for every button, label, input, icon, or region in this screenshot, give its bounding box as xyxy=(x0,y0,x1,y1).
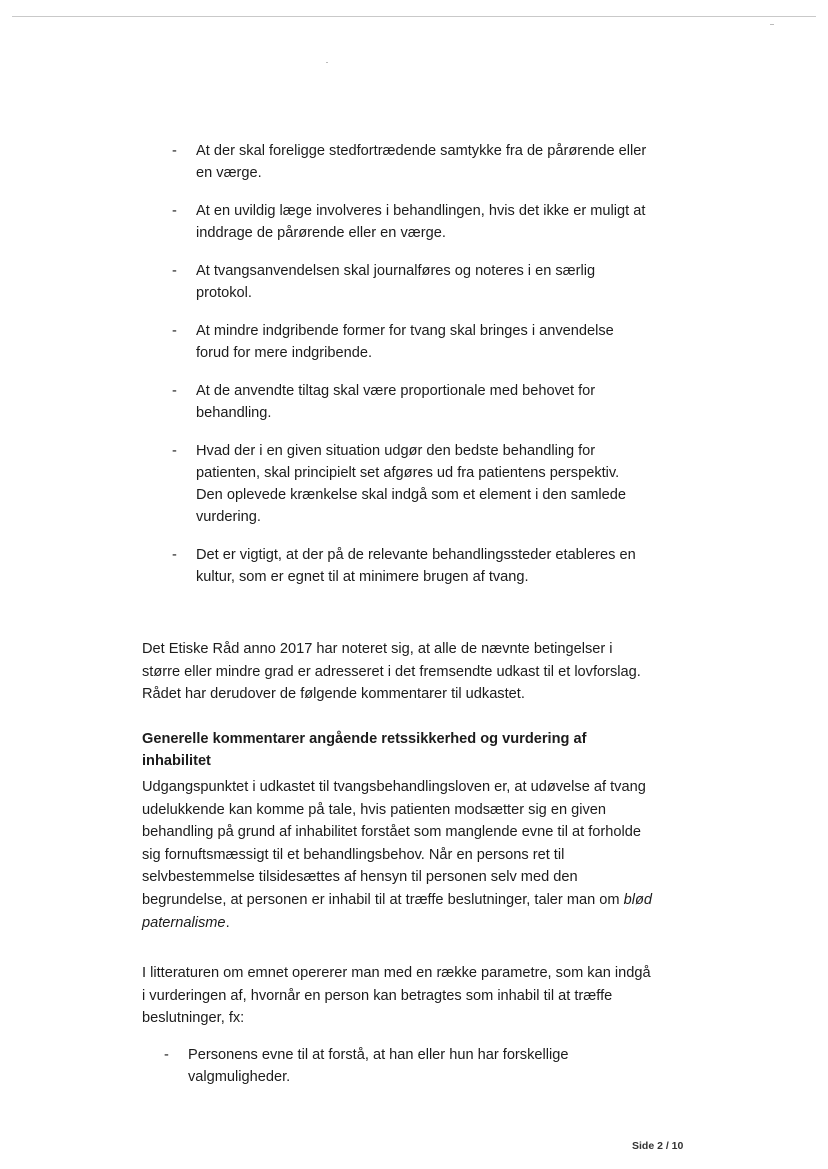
section-heading: Generelle kommentarer angående retssikkerhed og vurdering af inhabilitet xyxy=(142,731,587,769)
conditions-list xyxy=(168,140,648,604)
list-item: - At en uvildig læge involveres i behandlingen, hvis det ikke er muligt at inddrage de pårørende eller en værge. xyxy=(172,203,646,241)
scan-speck xyxy=(770,24,774,25)
list-item: - At mindre indgribende former for tvang skal bringes i anvendelse forud for mere indgribende. xyxy=(172,323,614,361)
list-item: - At der skal foreligge stedfortrædende samtykke fra de pårørende eller en værge. xyxy=(172,143,647,181)
list-item: - At tvangsanvendelsen skal journalføres og noteres i en særlig protokol. xyxy=(172,263,596,301)
paragraph: I litteraturen om emnet opererer man med en række parametre, som kan indgå i vurderingen af, hvornår en person kan betragtes som inhabil til at træffe beslutninger, fx: xyxy=(142,965,651,1027)
list-item: - At de anvendte tiltag skal være proportionale med behovet for behandling. xyxy=(172,383,596,421)
paragraph: Udgangspunktet i udkastet til tvangsbehandlingsloven er, at udøvelse af tvang udelukkende kan komme på tale, hvis patienten modsætter sig en given behandling på grund af inhabilitet forstået som manglende evne til at forholde sig fornuftsmæssigt til et behandlingsbehov. Når en persons ret til selvbestemmelse tilsidesættes af hensyn til personen selv med den begrundelse, at personen er inhabil til at træffe beslutninger, taler man om blød paternalisme. xyxy=(142,779,653,931)
page-number: Side 2 / 10 xyxy=(632,1140,684,1152)
list-item: - Hvad der i en given situation udgør den bedste behandling for patienten, skal principielt set afgøres ud fra patientens perspektiv. Den oplevede krænkelse skal indgå som et element i den samlede vurdering. xyxy=(172,443,626,525)
emphasis-term: blød paternalisme xyxy=(142,891,653,931)
list-item: - Personens evne til at forstå, at han eller hun har forskellige valgmuligheder. xyxy=(164,1047,569,1085)
paragraph: Det Etiske Råd anno 2017 har noteret sig, at alle de nævnte betingelser i større eller mindre grad er adresseret i det fremsendte udkast til et lovforslag. Rådet har derudover de følgende kommentarer til udkastet. xyxy=(142,641,641,703)
scan-speck xyxy=(326,62,328,63)
list-item: - Det er vigtigt, at der på de relevante behandlingssteder etableres en kultur, som er egnet til at minimere brugen af tvang. xyxy=(172,547,636,585)
parameters-list xyxy=(160,1044,640,1104)
scan-top-edge xyxy=(12,16,816,17)
